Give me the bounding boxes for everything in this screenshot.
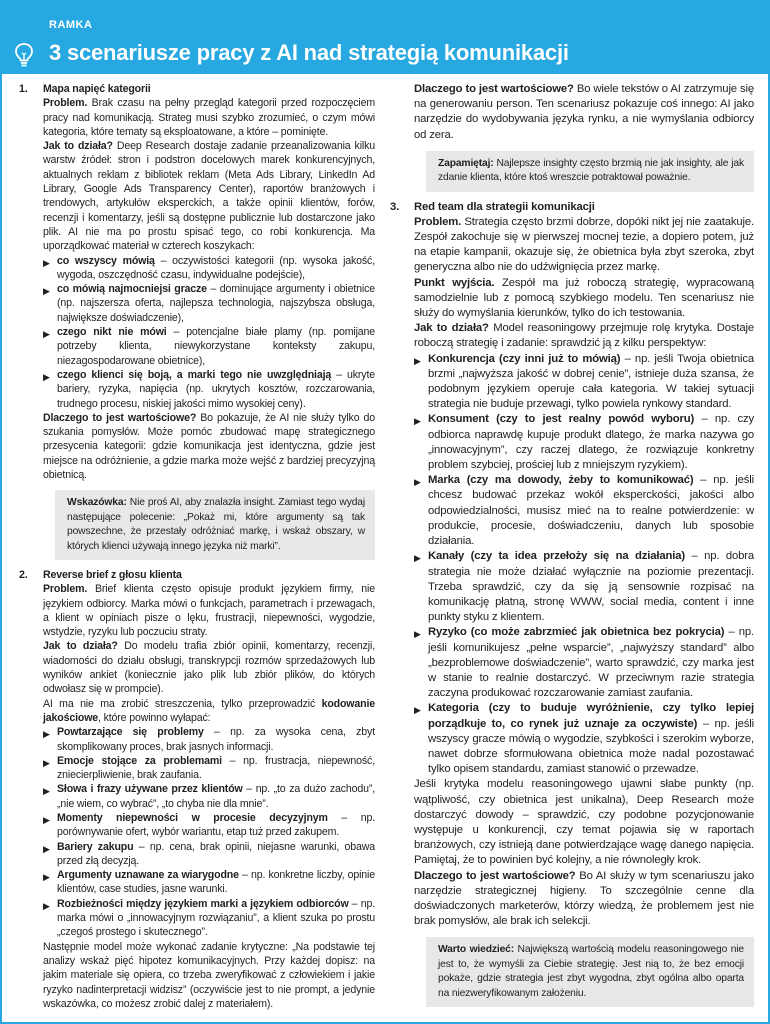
triangle-bullet-icon: ▶: [414, 416, 421, 427]
coding-paragraph: [43, 697, 375, 726]
did-you-know-text: Największą wartością modelu reasoningowego nie jest to, że wymyśli za Ciebie strategię. Jest nią to, że bez emocji pokaże, gdzie strategia jest zbyt wygodna, zbyt ogólna albo oparta na niezweryfikowanym założeniu.: [438, 944, 744, 999]
scenario-number: 3.: [390, 200, 400, 213]
scenario-title: Red team dla strategii komunikacji: [414, 200, 595, 213]
bullet-text: – np. marka mówi o „innowacyjnym rozwiązaniu”, a klient szuka po prostu „czegoś prostego i skutecznego”.: [57, 897, 375, 939]
bullet-bold: Momenty niepewności w procesie decyzyjnym: [57, 811, 328, 824]
why-paragraph: [414, 82, 754, 143]
problem-paragraph: [43, 582, 375, 639]
tip-box: [55, 490, 375, 560]
why-paragraph: [43, 411, 375, 482]
how-label: Jak to działa?: [414, 322, 489, 335]
bullet-text: – np. konkretne liczby, opinie klientów, case studies, jasne warunki.: [57, 869, 375, 896]
how-text: Deep Research dostaje zadanie przeanalizowania kilku warstw źródeł: stron i podstron docelowych marek konkurencyjnych, aktualnych reklam z bibliotek reklam (Meta Ads Library, LinkedIn Ad Library, Google Ads Transparency Center), raportów branżowych i trendowych, artykułów eksperckich, a także opinii klientów, forów, recenzji i komentarzy, jeśli są dostępne publicznie lub dostarczone jako plik. AI nie ma po prostu spisać tego, co robi konkurencja. Ma uporządkować materiał w czterech koszykach:: [43, 140, 375, 253]
bullet-list: [414, 352, 754, 778]
coding-post: , które powinno wyłapać:: [98, 711, 211, 724]
bullet-text: – np. jeśli Twoja obietnica brzmi „najwyższa jakość w dobrej cenie”, istnieje duża szansa, że podobnym językiem operuje cała kategoria. W takiej sytuacji strategia nie buduje przewagi, tylko powiela rynkowy standard.: [428, 352, 754, 411]
scenario-2-continued: [390, 82, 754, 143]
list-item: [43, 754, 375, 783]
triangle-bullet-icon: ▶: [414, 553, 421, 564]
why-label: Dlaczego to jest wartościowe?: [43, 411, 197, 424]
list-item: [43, 282, 375, 325]
list-item: [414, 625, 754, 701]
list-item: [43, 368, 375, 411]
scenario-title: Reverse brief z głosu klienta: [43, 568, 182, 581]
triangle-bullet-icon: ▶: [414, 629, 421, 640]
triangle-bullet-icon: ▶: [43, 843, 50, 854]
list-item: [43, 725, 375, 754]
scenario-number: 1.: [19, 83, 28, 95]
tip-label: Wskazówka:: [67, 497, 127, 509]
how-text: Model reasoningowy przejmuje rolę krytyka. Dostaje roboczą strategię i zadanie: sprawdzić ją z kilku perspektyw:: [414, 322, 755, 350]
did-you-know-label: Warto wiedzieć:: [438, 944, 514, 956]
problem-label: Problem.: [414, 215, 462, 228]
triangle-bullet-icon: ▶: [414, 705, 421, 716]
bullet-text: – np. jeśli komunikujesz „pełne wsparcie”, „najwyższy standard” albo „bezproblemowe doświadczenie”, warto sprawdzić, czy marka jest w stanie to realnie dostarczyć. W przeciwnym razie strategia zaczyna produkować rozczarowanie zamiast zaufania.: [428, 626, 754, 700]
list-item: [43, 897, 375, 940]
why-label: Dlaczego to jest wartościowe?: [414, 83, 574, 95]
list-item: [414, 412, 754, 473]
deep-research-paragraph: Jeśli krytyka modelu reasoningowego ujawni słabe punkty (np. wątpliwość, czy obietnica jest unikalna), Deep Research może dostarczyć dowody – sprawdzić, czy podobne pozycjonowanie występuje u konkurencji, czy temat pojawia się w raportach branżowych, czy istnieją dane potwierdzające wagę danego napięcia. Pamiętaj, że to powinien być kolejny, a nie równoległy krok.: [414, 778, 754, 867]
bullet-list: [43, 254, 375, 411]
triangle-bullet-icon: ▶: [414, 477, 421, 488]
did-you-know-box: [426, 937, 754, 1007]
bullet-text: – oczywistości kategorii (np. wysoka jakość, wygoda, oszczędność czasu, indywidualne podejście),: [57, 254, 375, 281]
how-text: Do modelu trafia zbiór opinii, komentarzy, recenzji, wiadomości do działu obsługi, transkrypcji rozmów sprzedażowych lub wyników ankiet (koniecznie jako plik lub zbiór plików, do których odwołasz się w prompcie).: [43, 640, 375, 696]
why-text: Bo AI służy w tym scenariuszu jako narzędzie strategicznej higieny. To szczególnie cenne dla doświadczonych marketerów, którzy wiedzą, że problemem jest nie brak pomysłów, ale brak ich selekcji.: [414, 869, 755, 928]
bullet-text: – np. cena, brak opinii, niejasne warunki, obawa przed złą decyzją.: [57, 840, 375, 867]
start-text: Zespół ma już roboczą strategię, wypracowaną samodzielnie lub z pomocą szybkiego modelu. Ten scenariusz nie służy do wymyślania kierunków, tylko do ich testowania.: [414, 276, 754, 320]
tip-text: Nie proś AI, aby znalazła insight. Zamiast tego wydaj następujące polecenie: „Pokaż mi, które argumenty są tak powszechne, że przestały odróżniać markę, i wskaż obszary, w których klienci używają innego języka niż marki”.: [67, 497, 365, 552]
bullet-bold: co mówią najmocniejsi gracze: [57, 283, 207, 296]
how-label: Jak to działa?: [43, 640, 118, 653]
bullet-text: – np. porównywanie ofert, wybór wariantu, etap tuż przed zakupem.: [57, 811, 376, 839]
problem-text: Brak czasu na pełny przegląd kategorii przed rozpoczęciem pracy nad komunikacją. Strateg musi szybko zrozumieć, o czym mówi kategoria, które tematy są eksploatowane, a które – pominięte.: [43, 97, 375, 138]
bullet-text: – potencjalne białe plamy (np. pomijane potrzeby klienta, niewykorzystane konteksty zakupu, niezagospodarowane obietnice),: [57, 326, 375, 367]
problem-text: Brief klienta często opisuje produkt językiem firmy, nie językiem odbiorcy. Marka mówi o funkcjach, parametrach i przewagach, a klient w opiniach pisze o lęku, frustracji, niepewności, wygodzie, wstydzie, ryzyku lub poczuciu straty.: [43, 583, 375, 639]
bullet-bold: Konsument (czy to jest realny powód wyboru): [428, 413, 695, 426]
bullet-bold: Argumenty uznawane za wiarygodne: [57, 869, 239, 882]
bullet-text: – ukryte bariery, ryzyka, napięcia (np. ukrytych kosztów, rozczarowania, trudnego procesu, niskiej jakości mimo wysokiej ceny).: [57, 368, 375, 410]
bullet-bold: Emocje stojące za problemami: [57, 754, 222, 767]
list-item: [43, 840, 375, 869]
bullet-text: – np. jeśli chcesz budować przekaz wokół eksperckości, jakości albo odpowiedzialności, musisz mieć na to realne potwierdzenie: w produkcie, procesie, doświadczeniu, danych lub sposobie działania.: [428, 474, 754, 548]
scenario-3: [390, 200, 754, 778]
bullet-bold: Rozbieżności między językiem marki a językiem odbiorców: [57, 897, 349, 910]
lightbulb-icon: [13, 42, 35, 68]
remember-label: Zapamiętaj:: [438, 157, 494, 169]
problem-text: Strategia często brzmi dobrze, dopóki nikt jej nie zaatakuje. Zespół zakochuje się w pierwszej mocnej tezie, a dopiero potem, już na etapie kampanii, okazuje się, że obietnica była zbyt szeroka, zbyt generyczna albo nie do udźwignięcia przez markę.: [414, 215, 754, 274]
triangle-bullet-icon: ▶: [43, 371, 50, 382]
triangle-bullet-icon: ▶: [43, 900, 50, 911]
bullet-bold: Powtarzające się problemy: [57, 726, 204, 739]
bullet-text: – np. „to za dużo zachodu”, „nie wiem, co wybrać”, „to chyba nie dla mnie”.: [57, 783, 375, 810]
list-item: [414, 701, 754, 777]
left-column: [19, 82, 375, 1016]
start-label: Punkt wyjścia.: [414, 276, 495, 289]
coding-pre: AI ma nie ma zrobić streszczenia, tylko przeprowadzić: [43, 697, 322, 710]
bullet-text: – np. dobra strategia nie może działać wyłącznie na poziomie prezentacji. Trzeba sprawdzić, czy da się ją sensownie rozpisać na komunikację płatną, stronę WWW, social media, content i inne punkty styku z klientem.: [428, 550, 754, 624]
bullet-bold: Marka (czy ma dowody, żeby to komunikować): [428, 474, 694, 487]
bullet-list: [43, 725, 375, 939]
list-item: [414, 549, 754, 625]
triangle-bullet-icon: ▶: [414, 355, 421, 366]
bullet-text: – np. frustracja, niepewność, zniecierpliwienie, brak zaufania.: [57, 754, 375, 782]
bullet-text: – np. jeśli wszyscy gracze mówią o wygodzie, szybkości i szerokim wyborze, nawet dobrze sformułowana obietnica może nadal pozostawać tylko opisem standardu, zamiast stanowić o przewadze.: [428, 717, 754, 776]
triangle-bullet-icon: ▶: [43, 257, 50, 268]
list-item: [414, 473, 754, 549]
right-column: [390, 82, 754, 1015]
bullet-bold: czego nikt nie mówi: [57, 326, 167, 339]
bullet-text: – dominujące argumenty i obietnice (np. najszersza oferta, najlepsza technologia, najszybsza obsługa, największe doświadczenie),: [57, 283, 375, 324]
problem-paragraph: [43, 96, 375, 139]
triangle-bullet-icon: ▶: [43, 757, 50, 768]
remember-box: [426, 151, 754, 192]
triangle-bullet-icon: ▶: [43, 729, 50, 740]
why-paragraph: [414, 869, 754, 930]
scenario-title: Mapa napięć kategorii: [43, 83, 151, 95]
start-paragraph: [414, 276, 754, 322]
scenario-number: 2.: [19, 568, 28, 581]
list-item: [43, 325, 375, 368]
scenario-3-tail: [390, 777, 754, 929]
list-item: [43, 254, 375, 283]
scenario-2: [19, 568, 375, 1011]
problem-paragraph: [414, 215, 754, 276]
how-label: Jak to działa?: [43, 140, 113, 153]
triangle-bullet-icon: ▶: [43, 814, 50, 825]
bullet-text: – np. czy odbiorca naprawdę kupuje produkt dlatego, że marka nazywa go „innowacyjnym”, czy raczej dlatego, że rozwiązuje konkretny problem szybciej, prościej lub z mniejszym ryzykiem).: [428, 413, 754, 472]
next-step-paragraph: Następnie model może wykonać zadanie krytyczne: „Na podstawie tej analizy wskaż pięć hipotez komunikacyjnych. Przy każdej dopisz: na jakim materiale się opiera, co trzeba zweryfikować z człowiekiem i jakie ryzyko nadinterpretacji widzisz” (oczywiście jest to nie prompt, a jedynie wskazówka, co możesz zrobić dalej z materiałem).: [43, 940, 375, 1010]
bullet-bold: Kanały (czy ta idea przełoży się na działania): [428, 550, 685, 563]
bullet-bold: Ryzyko (co może zabrzmieć jak obietnica bez pokrycia): [428, 626, 725, 639]
bullet-bold: co wszyscy mówią: [57, 254, 155, 267]
bullet-bold: Kategoria (czy to buduje wyróżnienie, czy tylko lepiej porządkuje to, co rynek już uznaje za oczywiste): [428, 702, 754, 730]
problem-label: Problem.: [43, 583, 88, 596]
bullet-text: – np. za wysoka cena, zbyt skomplikowany proces, brak jasnych informacji.: [57, 726, 375, 753]
bullet-bold: czego klienci się boją, a marki tego nie uwzględniają: [57, 368, 332, 381]
why-text: Bo pokazuje, że AI nie służy tylko do szukania pomysłów. Może pomóc zbudować mapę strategicznego przesycenia kategorii: gdzie komunikacja jest identyczna, gdzie jest miejsce na odróżnienie, a gdzie marka może wejść z bardziej precyzyjną obietnicą.: [43, 411, 375, 482]
list-item: [43, 782, 375, 811]
bullet-bold: Słowa i frazy używane przez klientów: [57, 783, 243, 796]
how-paragraph: [43, 139, 375, 253]
coding-bold: kodowanie jakościowe: [43, 697, 375, 724]
how-paragraph: [414, 321, 754, 351]
triangle-bullet-icon: ▶: [43, 286, 50, 297]
box-header: [2, 2, 768, 74]
box-kicker: RAMKA: [49, 19, 93, 31]
bullet-bold: Konkurencja (czy inni już to mówią): [428, 352, 621, 365]
remember-text: Najlepsze insighty często brzmią nie jak insighty, ale jak zdanie klienta, które ktoś wreszcie potraktował poważnie.: [438, 157, 744, 184]
why-text: Bo wiele tekstów o AI zatrzymuje się na generowaniu person. Ten scenariusz pokazuje coś innego: AI jako narzędzie do wydobywania języka rynku, a nie wymyślania odbiorcy od zera.: [414, 83, 754, 141]
list-item: [43, 811, 375, 840]
box-title: 3 scenariusze pracy z AI nad strategią komunikacji: [49, 40, 569, 65]
triangle-bullet-icon: ▶: [43, 329, 50, 340]
problem-label: Problem.: [43, 97, 88, 110]
list-item: [43, 868, 375, 897]
how-paragraph: [43, 639, 375, 696]
triangle-bullet-icon: ▶: [43, 872, 50, 883]
list-item: [414, 352, 754, 413]
bullet-bold: Bariery zakupu: [57, 840, 134, 853]
scenario-1: [19, 82, 375, 560]
why-label: Dlaczego to jest wartościowe?: [414, 869, 576, 882]
triangle-bullet-icon: ▶: [43, 786, 50, 797]
